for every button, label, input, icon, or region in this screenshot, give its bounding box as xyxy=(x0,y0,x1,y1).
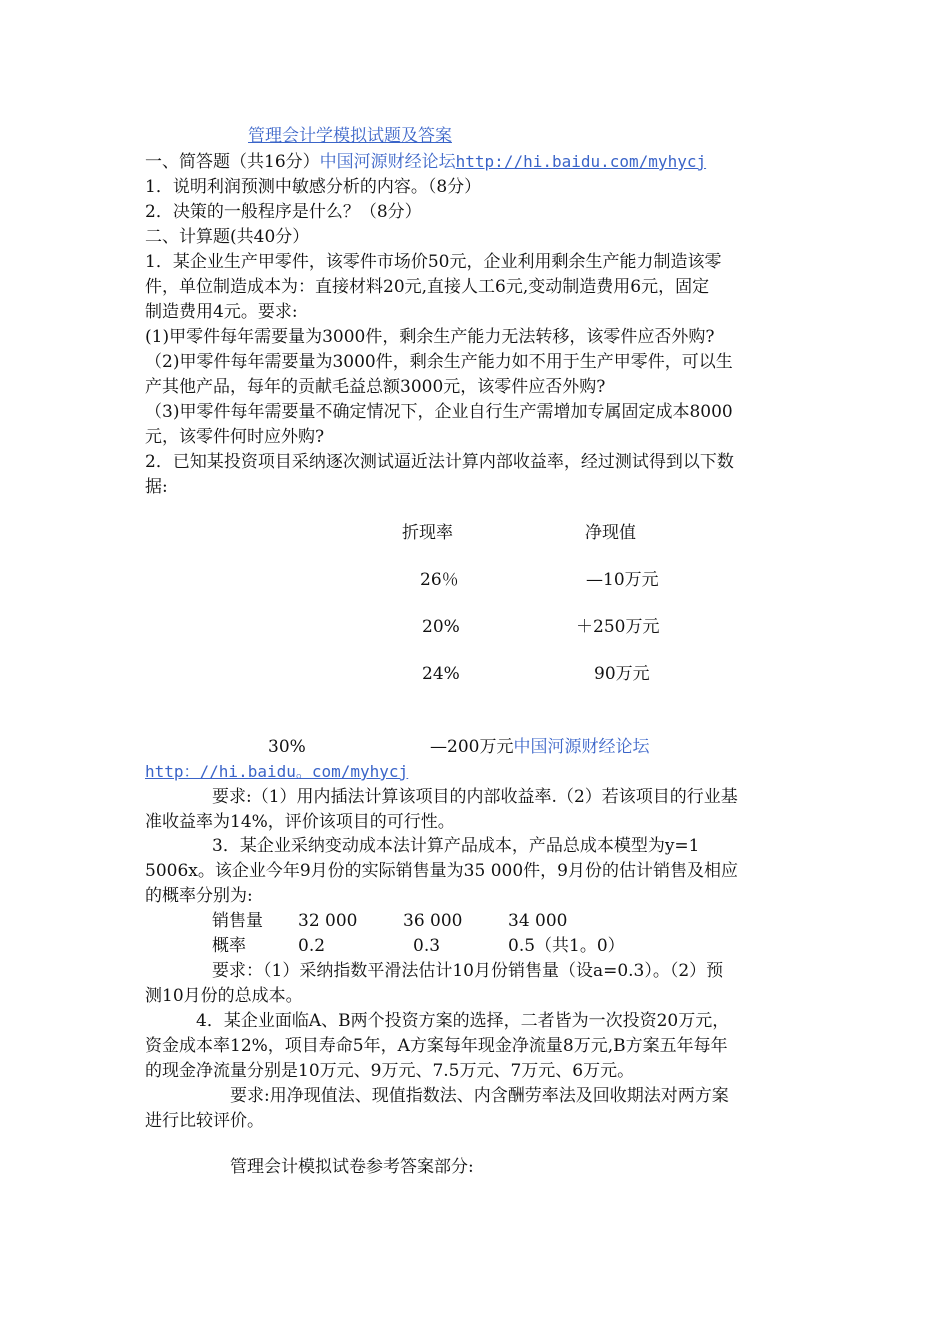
table-cell-npv: 90万元 xyxy=(594,664,650,684)
problem2-requirement-line: 要求:（1）用内插法计算该项目的内部收益率.（2）若该项目的行业基 xyxy=(212,787,738,807)
sales-value: 32 000 xyxy=(298,911,358,931)
problem4-requirement-line: 要求:用净现值法、现值指数法、内含酬劳率法及回收期法对两方案 xyxy=(230,1086,729,1106)
problem3-requirement-line: 要求：（1）采纳指数平滑法估计10月份销售量（设a=0.3）。（2）预 xyxy=(212,961,724,981)
problem4-line: 4．某企业面临A、B两个投资方案的选择，二者皆为一次投资20万元， xyxy=(196,1011,730,1031)
table-header-rate: 折现率 xyxy=(402,523,453,543)
table-cell-rate: 26％ xyxy=(420,570,459,590)
problem2-requirement-line: 准收益率为14%，评价该项目的可行性。 xyxy=(145,812,455,832)
sales-label: 销售量 xyxy=(212,911,263,931)
forum-url-link[interactable]: http://hi.baidu.com/myhycj xyxy=(455,152,707,171)
problem4-requirement-line: 进行比较评价。 xyxy=(145,1111,264,1131)
table-cell-npv: —200万元 xyxy=(430,737,514,757)
sales-value: 36 000 xyxy=(403,911,463,931)
table-cell-rate: 20% xyxy=(422,617,460,637)
section1-heading: 一、简答题（共16分） xyxy=(145,152,320,172)
probability-label: 概率 xyxy=(212,936,246,956)
table-cell-npv: —10万元 xyxy=(586,570,659,590)
table-cell-npv-line xyxy=(430,737,649,757)
problem1-line: 制造费用4元。要求: xyxy=(145,302,298,322)
forum-url-link[interactable]: http：//hi.baidu。com/myhycj xyxy=(145,762,409,781)
problem3-line: 5006x。该企业今年9月份的实际销售量为35 000件，9月份的估计销售及相应 xyxy=(145,861,738,881)
answer-heading: 管理会计模拟试卷参考答案部分: xyxy=(230,1157,474,1177)
question-1: 1．说明利润预测中敏感分析的内容。（8分） xyxy=(145,177,482,197)
question-2: 2．决策的一般程序是什么？（8分） xyxy=(145,202,422,222)
probability-value: 0.2 xyxy=(298,936,326,956)
sales-value: 34 000 xyxy=(508,911,568,931)
section2-heading: 二、计算题(共40分） xyxy=(145,227,310,247)
problem3-requirement-line: 测10月份的总成本。 xyxy=(145,986,303,1006)
problem4-line: 的现金净流量分别是10万元、9万元、7.5万元、7万元、6万元。 xyxy=(145,1061,635,1081)
table-cell-rate: 24% xyxy=(422,664,460,684)
problem1-line: 产其他产品，每年的贡献毛益总额3000元，该零件应否外购? xyxy=(145,377,606,397)
section1-heading-line xyxy=(145,152,706,172)
problem3-line: 3．某企业采纳变动成本法计算产品成本，产品总成本模型为y=1 xyxy=(212,836,700,856)
problem1-line: (1)甲零件每年需要量为3000件，剩余生产能力无法转移，该零件应否外购? xyxy=(145,327,715,347)
table-cell-npv: ＋250万元 xyxy=(576,617,660,637)
problem1-line: 件，单位制造成本为：直接材料20元,直接人工6元,变动制造费用6元，固定 xyxy=(145,277,710,297)
forum-name-link[interactable]: 中国河源财经论坛 xyxy=(319,152,456,172)
problem3-line: 的概率分别为: xyxy=(145,886,253,906)
problem1-line: （2)甲零件每年需要量为3000件，剩余生产能力如不用于生产甲零件，可以生 xyxy=(145,352,733,372)
problem1-line: 元，该零件何时应外购? xyxy=(145,427,325,447)
forum-name-link[interactable]: 中国河源财经论坛 xyxy=(513,737,650,757)
problem1-line: 1．某企业生产甲零件，该零件市场价50元，企业利用剩余生产能力制造该零 xyxy=(145,252,722,272)
problem1-line: （3)甲零件每年需要量不确定情况下，企业自行生产需增加专属固定成本8000 xyxy=(145,402,733,422)
probability-value: 0.5（共1。0） xyxy=(508,936,625,956)
table-cell-rate: 30% xyxy=(268,737,306,757)
probability-value: 0.3 xyxy=(413,936,441,956)
document-title-link[interactable]: 管理会计学模拟试题及答案 xyxy=(248,126,452,146)
problem4-line: 资金成本率12%，项目寿命5年，A方案每年现金净流量8万元,B方案五年每年 xyxy=(145,1036,728,1056)
problem2-line: 据: xyxy=(145,477,168,497)
table-header-npv: 净现值 xyxy=(585,523,636,543)
problem2-line: 2．已知某投资项目采纳逐次测试逼近法计算内部收益率，经过测试得到以下数 xyxy=(145,452,734,472)
